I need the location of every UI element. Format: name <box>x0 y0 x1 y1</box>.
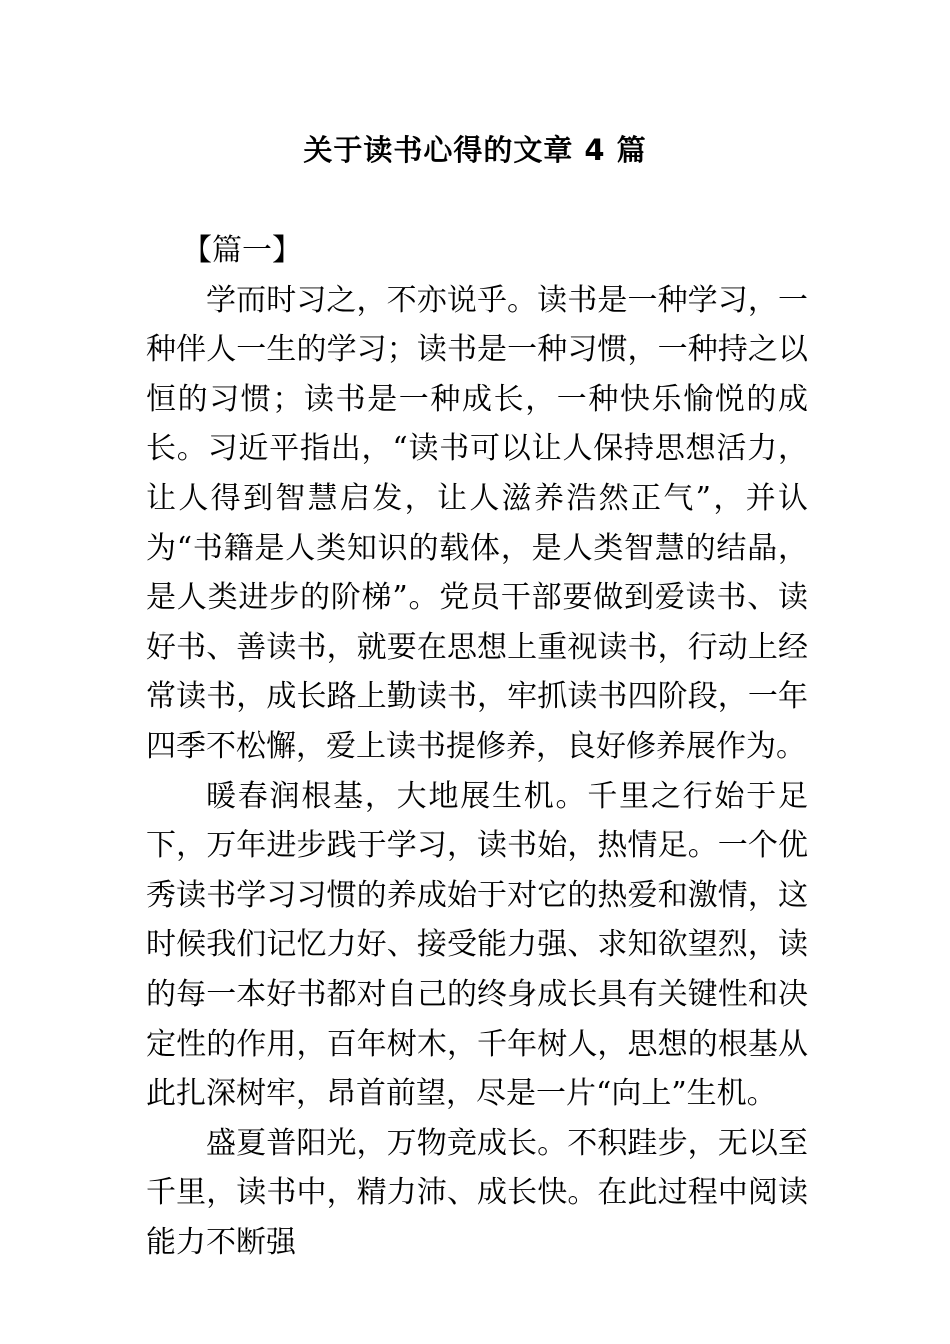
section-heading: 【篇一】 <box>182 233 302 268</box>
paragraph-2: 暖春润根基，大地展生机。千里之行始于足下，万年进步践于学习，读书始，热情足。一个优秀读书学习习惯的养成始于对它的热爱和激情，这时候我们记忆力好、接受能力强、求知欲望烈，读的每一本好书都对自己的终身成长具有关键性和决定性的作用，百年树木，千年树人，思想的根基从此扎深树牢，昂首前望，尽是一片“向上”生机。 <box>146 778 808 1112</box>
document-body <box>146 226 808 1267</box>
paragraph-1: 学而时习之，不亦说乎。读书是一种学习，一种伴人一生的学习；读书是一种习惯，一种持之以恒的习惯；读书是一种成长，一种快乐愉悦的成长。习近平指出，“读书可以让人保持思想活力，让人得到智慧启发，让人滋养浩然正气”，并认为“书籍是人类知识的载体，是人类智慧的结晶，是人类进步的阶梯”。党员干部要做到爱读书、读好书、善读书，就要在思想上重视读书，行动上经常读书，成长路上勤读书，牢抓读书四阶段，一年四季不松懈，爱上读书提修养，良好修养展作为。 <box>146 282 808 764</box>
document-title: 关于读书心得的文章 4 篇 <box>303 133 647 167</box>
paragraph-3: 盛夏普阳光，万物竞成长。不积跬步，无以至千里，读书中，精力沛、成长快。在此过程中阅读能力不断强 <box>146 1125 808 1260</box>
